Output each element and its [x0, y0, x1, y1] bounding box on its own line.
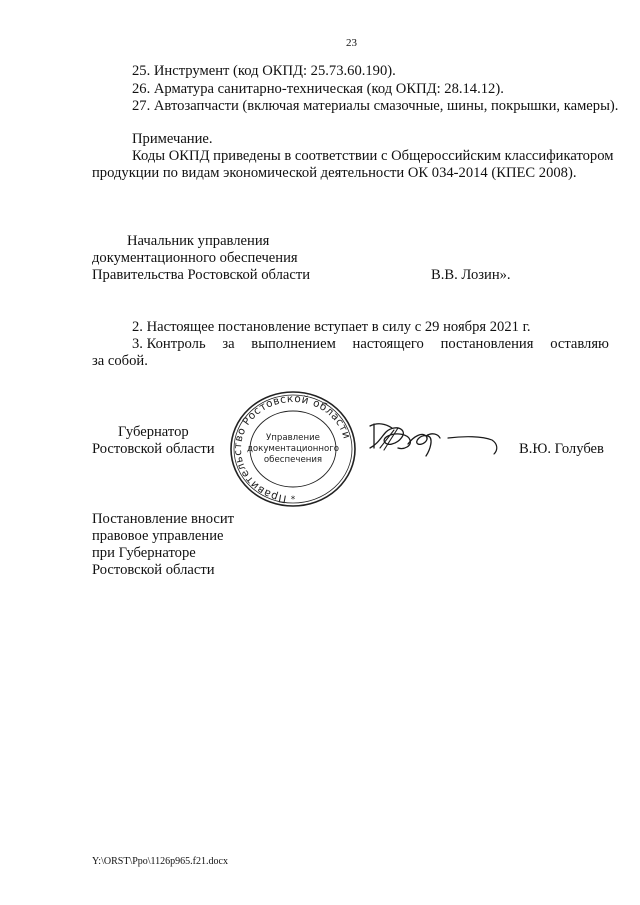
seal-star: *	[290, 495, 296, 505]
clause-3-word: выполнением	[251, 336, 336, 352]
signer-title-line: Правительства Ростовской области	[92, 267, 311, 283]
submitted-by-line: Ростовской области	[92, 562, 215, 578]
clause-2: 2. Настоящее постановление вступает в силу с 29 ноября 2021 г.	[132, 319, 531, 335]
page-number: 23	[346, 37, 357, 49]
submitted-by-line: правовое управление	[92, 528, 224, 544]
seal-center-text: документационного	[246, 444, 340, 454]
governor-name: В.Ю. Голубев	[519, 441, 604, 457]
seal-center-text: Управление	[266, 433, 320, 443]
list-item: 25. Инструмент (код ОКПД: 25.73.60.190).	[132, 63, 396, 79]
file-path-footer: Y:\ORST\Ppo\1126p965.f21.docx	[92, 856, 228, 867]
list-item: 27. Автозапчасти (включая материалы смазочные, шины, покрышки, камеры).	[132, 98, 619, 114]
signer-title-line: Начальник управления	[127, 233, 270, 249]
clause-3-word: за	[222, 336, 235, 352]
note-title: Примечание.	[132, 131, 213, 147]
note-line: Коды ОКПД приведены в соответствии с Общероссийским классификатором	[132, 148, 614, 164]
list-item: 26. Арматура санитарно-техническая (код ОКПД: 28.14.12).	[132, 81, 504, 97]
clause-3-word: настоящего	[352, 336, 424, 352]
clause-3-word: постановления	[440, 336, 534, 352]
official-seal-stamp	[228, 388, 358, 510]
signer-title-line: документационного обеспечения	[92, 250, 298, 266]
clause-3-line: за собой.	[92, 353, 148, 369]
handwritten-signature	[364, 418, 504, 462]
seal-ring-text: Правительство Ростовской области	[231, 392, 353, 505]
governor-title: Ростовской области	[92, 441, 215, 457]
seal-center-text: обеспечения	[263, 455, 323, 465]
clause-3-word: 3. Контроль	[132, 336, 206, 352]
submitted-by-line: при Губернаторе	[92, 545, 196, 561]
governor-title: Губернатор	[118, 424, 189, 440]
note-line: продукции по видам экономической деятельности ОК 034-2014 (КПЕС 2008).	[92, 165, 577, 181]
submitted-by-line: Постановление вносит	[92, 511, 235, 527]
clause-3-word: оставляю	[550, 336, 609, 352]
signer-name: В.В. Лозин».	[431, 267, 511, 283]
clause-3-line	[132, 335, 609, 353]
